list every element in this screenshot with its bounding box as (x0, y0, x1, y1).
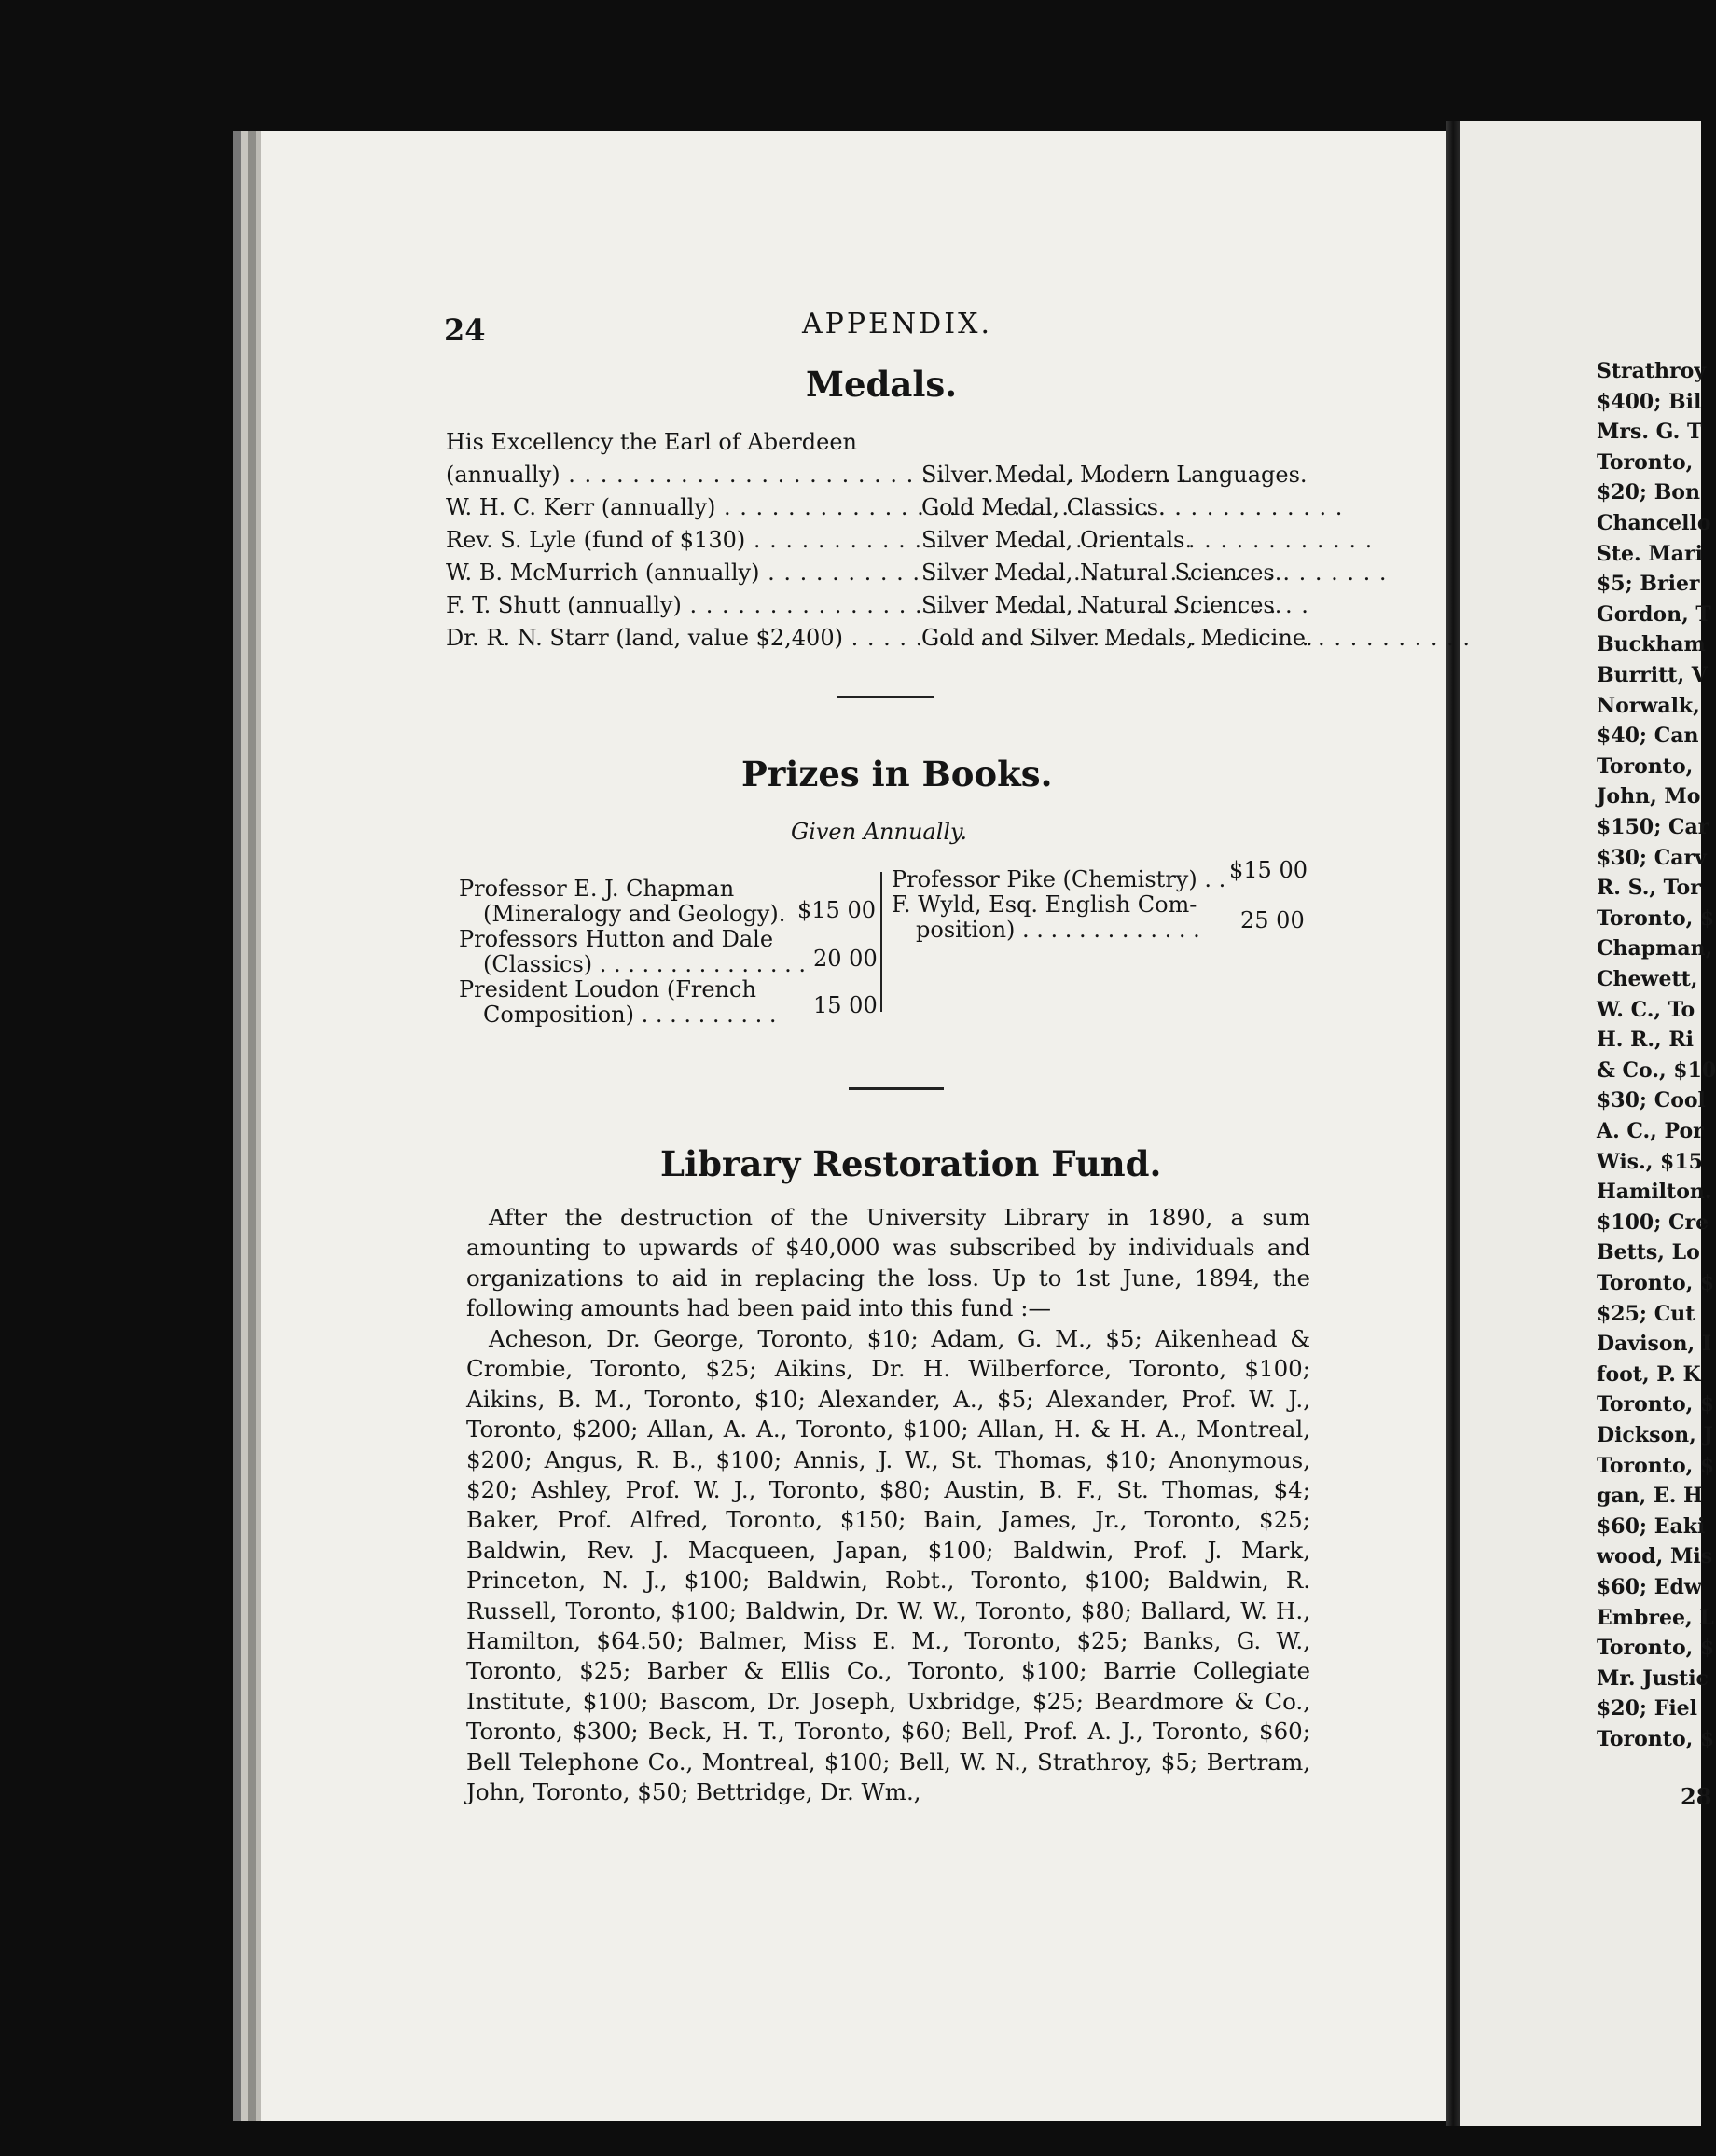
medal-name: Gold and Silver Medals, Medicine. (921, 625, 1313, 651)
right-page-line: Burritt, V (1597, 663, 1708, 687)
medal-donor: Dr. R. N. Starr (land, value $2,400) . . . (446, 625, 921, 651)
right-page-line: Buckham (1597, 632, 1706, 657)
right-page-line: Toronto, $ (1597, 1727, 1715, 1751)
right-page-line: Strathroy (1597, 359, 1707, 383)
right-page-line: Toronto, (1597, 449, 1694, 475)
right-page-line: Chapman, (1597, 936, 1713, 961)
prize-text: Composition) . . . . . . . . . . (483, 1002, 777, 1028)
medal-row (446, 625, 1313, 651)
right-page-line: Wis., $15 (1597, 1149, 1703, 1174)
right-page-line: $150; Car (1597, 815, 1709, 839)
medal-name: Silver Medal, Orientals. (921, 527, 1193, 553)
right-page-line: Toronto, (1597, 753, 1694, 779)
prize-amount: $15 00 (1229, 857, 1308, 883)
right-page-line: gan, E. H (1597, 1484, 1703, 1509)
medal-donor: F. T. Shutt (annually) . . . (446, 592, 921, 618)
right-page-line: foot, P. K (1597, 1361, 1701, 1387)
medal-row (446, 527, 1285, 553)
right-page-line: Toronto, $ (1597, 1636, 1715, 1661)
right-page-line: Embree, L (1597, 1605, 1714, 1630)
right-page-line: Hamilton. (1597, 1180, 1712, 1205)
right-page-line: Betts, Lo (1597, 1240, 1700, 1265)
right-page-line: John, Mo (1597, 784, 1701, 809)
section-divider (849, 1087, 944, 1090)
medal-name: Gold Medal, Classics. (921, 494, 1166, 520)
prize-text: (Mineralogy and Geology). (483, 901, 786, 927)
medal-name: Silver Medal, Natural Sciences. (921, 592, 1282, 618)
prize-text: Professors Hutton and Dale (459, 926, 774, 952)
library-heading: Library Restoration Fund. (660, 1143, 1162, 1184)
prize-text: position) . . . . . . . . . . . . . (916, 917, 1200, 943)
medal-donor: W. H. C. Kerr (annually) . . . (446, 494, 921, 520)
library-donors-paragraph: Acheson, Dr. George, Toronto, $10; Adam, G. M., $5; Aikenhead & Crombie, Toronto, $25; Aikins, Dr. H. Wilberforce, Toronto, $100; Aikins, B. M., Toronto, $10; Alexander, A., $5; Alexander, Prof. W. J., Toronto, $200; Allan, A. A., Toronto, $100; Allan, H. & H. A., Montreal, $200; Angus, R. B., $100; Annis, J. W., St. Thomas, $10; Anonymous, $20; Ashley, Prof. W. J., Toronto, $80; Austin, B. F., St. Thomas, $4; Baker, Prof. Alfred, Toronto, $150; Bain, James, Jr., Toronto, $25; Baldwin, Rev. J. Macqueen, Japan, $100; Baldwin, Prof. J. Mark, Princeton, N. J., $100; Baldwin, Robt., Toronto, $100; Baldwin, R. Russell, Toronto, $100; Baldwin, Dr. W. W., Toronto, $80; Ballard, W. H., Hamilton, $64.50; Balmer, Miss E. M., Toronto, $25; Banks, G. W., Toronto, $25; Barber & Ellis Co., Toronto, $100; Barrie Collegiate Institute, $100; Bascom, Dr. Joseph, Uxbridge, $25; Beardmore & Co., Toronto, $300; Beck, H. T., Toronto, $60; Bell, Prof. A. J., Toronto, $60; Bell Telephone Co., Montreal, $100; Bell, W. N., Strathroy, $5; Bertram, John, Toronto, $50; Bettridge, Dr. Wm., (466, 1325, 1310, 1806)
prize-amount: 20 00 (813, 946, 878, 972)
prizes-heading: Prizes in Books. (741, 753, 1053, 795)
prize-amount: 25 00 (1240, 907, 1305, 933)
medal-row (446, 462, 1308, 488)
right-page-line: Mrs. G. T (1597, 420, 1703, 445)
right-page-line: Chancello (1597, 511, 1711, 535)
medal-name: Silver Medal, Modern Languages. (921, 462, 1308, 488)
medal-donor: His Excellency the Earl of Aberdeen (446, 429, 857, 455)
prize-text: Professor E. J. Chapman (459, 876, 735, 902)
right-page-line: $5; Brier (1597, 572, 1700, 597)
right-page-line: Chewett, (1597, 967, 1698, 991)
book-gutter (1446, 121, 1460, 2126)
page-number: 24 (444, 312, 486, 348)
right-page-line: $30; Cool (1597, 1088, 1706, 1113)
medals-heading: Medals. (806, 364, 958, 405)
right-page-line: $25; Cut (1597, 1301, 1695, 1326)
medal-donor: Rev. S. Lyle (fund of $130) . . . (446, 527, 921, 553)
right-page-line: $60; Edw (1597, 1575, 1702, 1599)
prize-text: F. Wyld, Esq. English Com- (892, 891, 1197, 918)
prize-amount: $15 00 (797, 897, 876, 923)
right-page-line: $60; Eaki (1597, 1513, 1706, 1539)
right-page-line: Toronto, $ (1597, 1271, 1715, 1295)
right-page-line: A. C., Por (1597, 1119, 1704, 1143)
right-page-line: & Co., $10 (1597, 1057, 1716, 1083)
right-page-line: Gordon, T (1597, 601, 1711, 627)
right-page-line: Toronto, $ (1597, 1392, 1715, 1417)
medal-donor: W. B. McMurrich (annually) . . . (446, 560, 921, 586)
right-page-number: 28 (1681, 1783, 1712, 1810)
right-page-line: wood, Mis (1597, 1544, 1713, 1569)
medal-name: Silver Medal, Natural Sciences. (921, 560, 1282, 586)
right-page-line: $30; Carv (1597, 845, 1707, 870)
right-page-line: $20; Bon (1597, 480, 1700, 505)
right-page-line: Ste. Mari (1597, 541, 1703, 566)
prize-amount: 15 00 (813, 992, 878, 1018)
prize-text: (Classics) . . . . . . . . . . . . . . . (483, 951, 807, 977)
library-intro-paragraph: After the destruction of the University Library in 1890, a sum amounting to upwards of $40,000 was subscribed by individuals and organizations to aid in replacing the loss. Up to 1st June, 1894, the following amounts had been paid into this fund :— (466, 1204, 1310, 1322)
right-page-line: $40; Can (1597, 724, 1699, 749)
right-page-line: Davison, I (1597, 1332, 1712, 1357)
prize-text: Professor Pike (Chemistry) . . (892, 866, 1226, 892)
medal-row (446, 592, 1285, 618)
prizes-subtitle: Given Annually. (791, 819, 968, 845)
right-page-line: Dickson, J (1597, 1423, 1713, 1447)
right-page-line: Mr. Justic (1597, 1665, 1709, 1691)
right-page-line: Toronto, $ (1597, 1453, 1715, 1478)
medal-row (446, 560, 1285, 586)
medal-donor: (annually) . . . (446, 462, 921, 488)
right-page-line: Norwalk, (1597, 693, 1700, 718)
right-page-line: W. C., To (1597, 997, 1695, 1022)
running-head: APPENDIX. (802, 308, 992, 340)
right-page-line: $400; Bil (1597, 389, 1702, 414)
right-page-line: $20; Fiel (1597, 1696, 1698, 1721)
medal-row (446, 429, 1285, 455)
right-page-line: Toronto, $ (1597, 905, 1715, 931)
right-page-line: R. S., Tor (1597, 876, 1701, 901)
medal-row (446, 494, 1285, 520)
column-divider (880, 872, 882, 1012)
section-divider (837, 696, 934, 698)
right-page-line: $100; Cre (1597, 1209, 1709, 1235)
right-page-line: H. R., Ri (1597, 1028, 1695, 1053)
prize-text: President Loudon (French (459, 976, 756, 1002)
